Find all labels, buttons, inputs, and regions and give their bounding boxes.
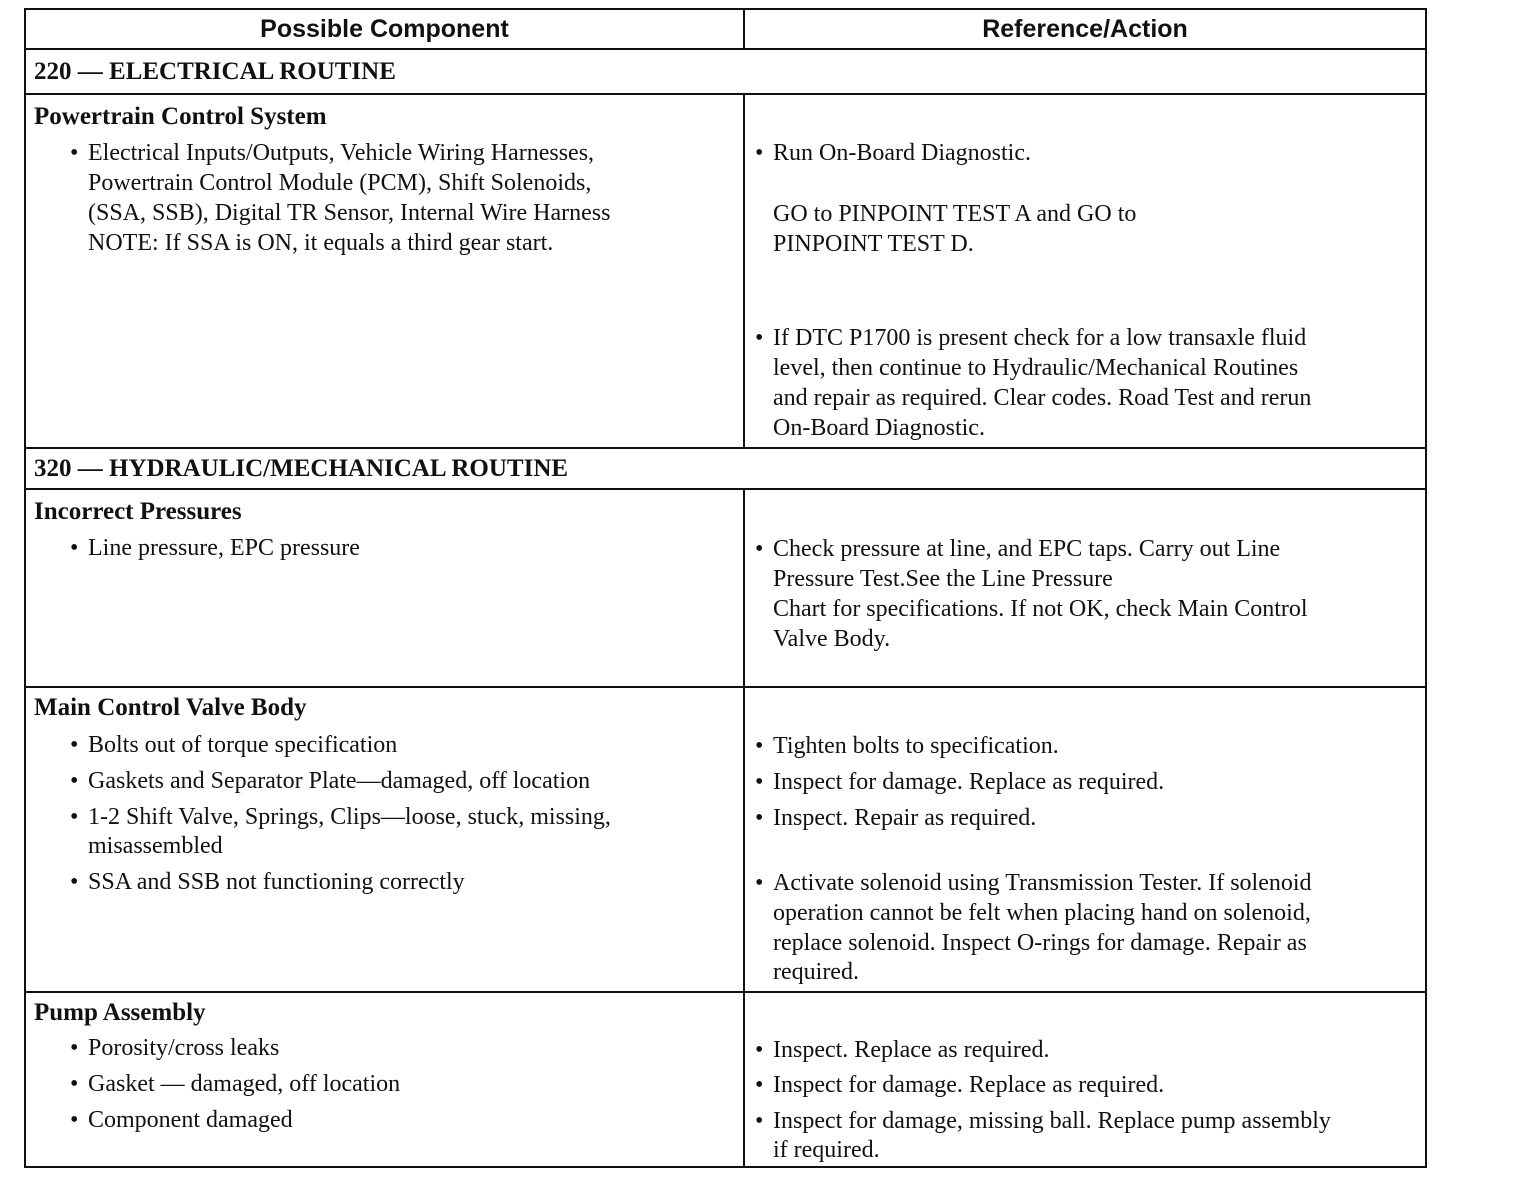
table-row-incorrect-pressures: [26, 490, 1425, 688]
component-line: 1-2 Shift Valve, Springs, Clips—loose, stuck, missing,: [88, 804, 611, 830]
component-title: Powertrain Control System: [34, 103, 327, 130]
action-line: Inspect. Replace as required.: [773, 1037, 1050, 1063]
action-line: GO to PINPOINT TEST A and GO to: [773, 201, 1137, 227]
action-line: Tighten bolts to specification.: [773, 733, 1059, 759]
action-line: Valve Body.: [773, 626, 891, 652]
action-line: operation cannot be felt when placing hand on solenoid,: [773, 900, 1311, 926]
bullet-icon: •: [755, 325, 764, 351]
action-line: Inspect for damage, missing ball. Replace pump assembly: [773, 1108, 1331, 1134]
bullet-icon: •: [755, 1108, 764, 1134]
action-line: if required.: [773, 1137, 880, 1163]
component-title: Pump Assembly: [34, 999, 206, 1026]
bullet-icon: •: [70, 804, 79, 830]
bullet-icon: •: [755, 1037, 764, 1063]
action-line: Pressure Test.See the Line Pressure: [773, 566, 1113, 592]
action-cell: [745, 688, 1425, 991]
action-line: Activate solenoid using Transmission Tester. If solenoid: [773, 870, 1312, 896]
component-line: NOTE: If SSA is ON, it equals a third gear start.: [88, 230, 554, 256]
bullet-icon: •: [70, 535, 79, 561]
table-row-powertrain-control-system: [26, 95, 1425, 449]
action-line: Inspect for damage. Replace as required.: [773, 769, 1165, 795]
action-line: Inspect for damage. Replace as required.: [773, 1072, 1165, 1098]
component-line: Powertrain Control Module (PCM), Shift Solenoids,: [88, 170, 592, 196]
component-cell: [26, 490, 745, 686]
component-line: Component damaged: [88, 1107, 293, 1133]
action-line: replace solenoid. Inspect O-rings for damage. Repair as: [773, 930, 1307, 956]
bullet-icon: •: [755, 870, 764, 896]
component-line: Bolts out of torque specification: [88, 732, 398, 758]
bullet-icon: •: [755, 769, 764, 795]
action-cell: [745, 993, 1425, 1166]
table-row-pump-assembly: [26, 993, 1425, 1166]
action-line: Run On-Board Diagnostic.: [773, 140, 1031, 166]
action-line: and repair as required. Clear codes. Road Test and rerun: [773, 385, 1312, 411]
bullet-icon: •: [755, 805, 764, 831]
column-header-reference-action: Reference/Action: [745, 10, 1425, 50]
bullet-icon: •: [70, 732, 79, 758]
component-title: Incorrect Pressures: [34, 498, 242, 525]
bullet-icon: •: [755, 1072, 764, 1098]
component-line: Line pressure, EPC pressure: [88, 535, 360, 561]
section-header-electrical-routine: 220 — ELECTRICAL ROUTINE: [26, 50, 1425, 95]
bullet-icon: •: [70, 1107, 79, 1133]
component-line: Porosity/cross leaks: [88, 1035, 280, 1061]
bullet-icon: •: [70, 1035, 79, 1061]
action-line: Chart for specifications. If not OK, check Main Control: [773, 596, 1308, 622]
action-line: PINPOINT TEST D.: [773, 231, 974, 257]
bullet-icon: •: [755, 536, 764, 562]
bullet-icon: •: [70, 768, 79, 794]
column-header-possible-component: Possible Component: [26, 10, 745, 50]
section-header-hydraulic-mechanical-routine: 320 — HYDRAULIC/MECHANICAL ROUTINE: [26, 449, 1425, 490]
component-line: Gaskets and Separator Plate—damaged, off location: [88, 768, 591, 794]
component-cell: [26, 688, 745, 991]
component-line: Gasket — damaged, off location: [88, 1071, 401, 1097]
bullet-icon: •: [755, 733, 764, 759]
bullet-icon: •: [70, 869, 79, 895]
action-line: If DTC P1700 is present check for a low transaxle fluid: [773, 325, 1307, 351]
component-line: SSA and SSB not functioning correctly: [88, 869, 465, 895]
action-line: On-Board Diagnostic.: [773, 415, 985, 441]
component-line: misassembled: [88, 833, 223, 859]
bullet-icon: •: [755, 140, 764, 166]
action-cell: [745, 95, 1425, 447]
bullet-icon: •: [70, 1071, 79, 1097]
action-line: Inspect. Repair as required.: [773, 805, 1037, 831]
component-line: (SSA, SSB), Digital TR Sensor, Internal Wire Harness: [88, 200, 611, 226]
component-line: Electrical Inputs/Outputs, Vehicle Wiring Harnesses,: [88, 140, 595, 166]
action-line: required.: [773, 959, 859, 985]
component-title: Main Control Valve Body: [34, 694, 307, 721]
component-cell: [26, 95, 745, 447]
action-line: level, then continue to Hydraulic/Mechanical Routines: [773, 355, 1299, 381]
table-row-main-control-valve-body: [26, 688, 1425, 993]
action-line: Check pressure at line, and EPC taps. Carry out Line: [773, 536, 1281, 562]
action-cell: [745, 490, 1425, 686]
bullet-icon: •: [70, 140, 79, 166]
component-cell: [26, 993, 745, 1166]
diagnostic-table: [24, 8, 1427, 1168]
